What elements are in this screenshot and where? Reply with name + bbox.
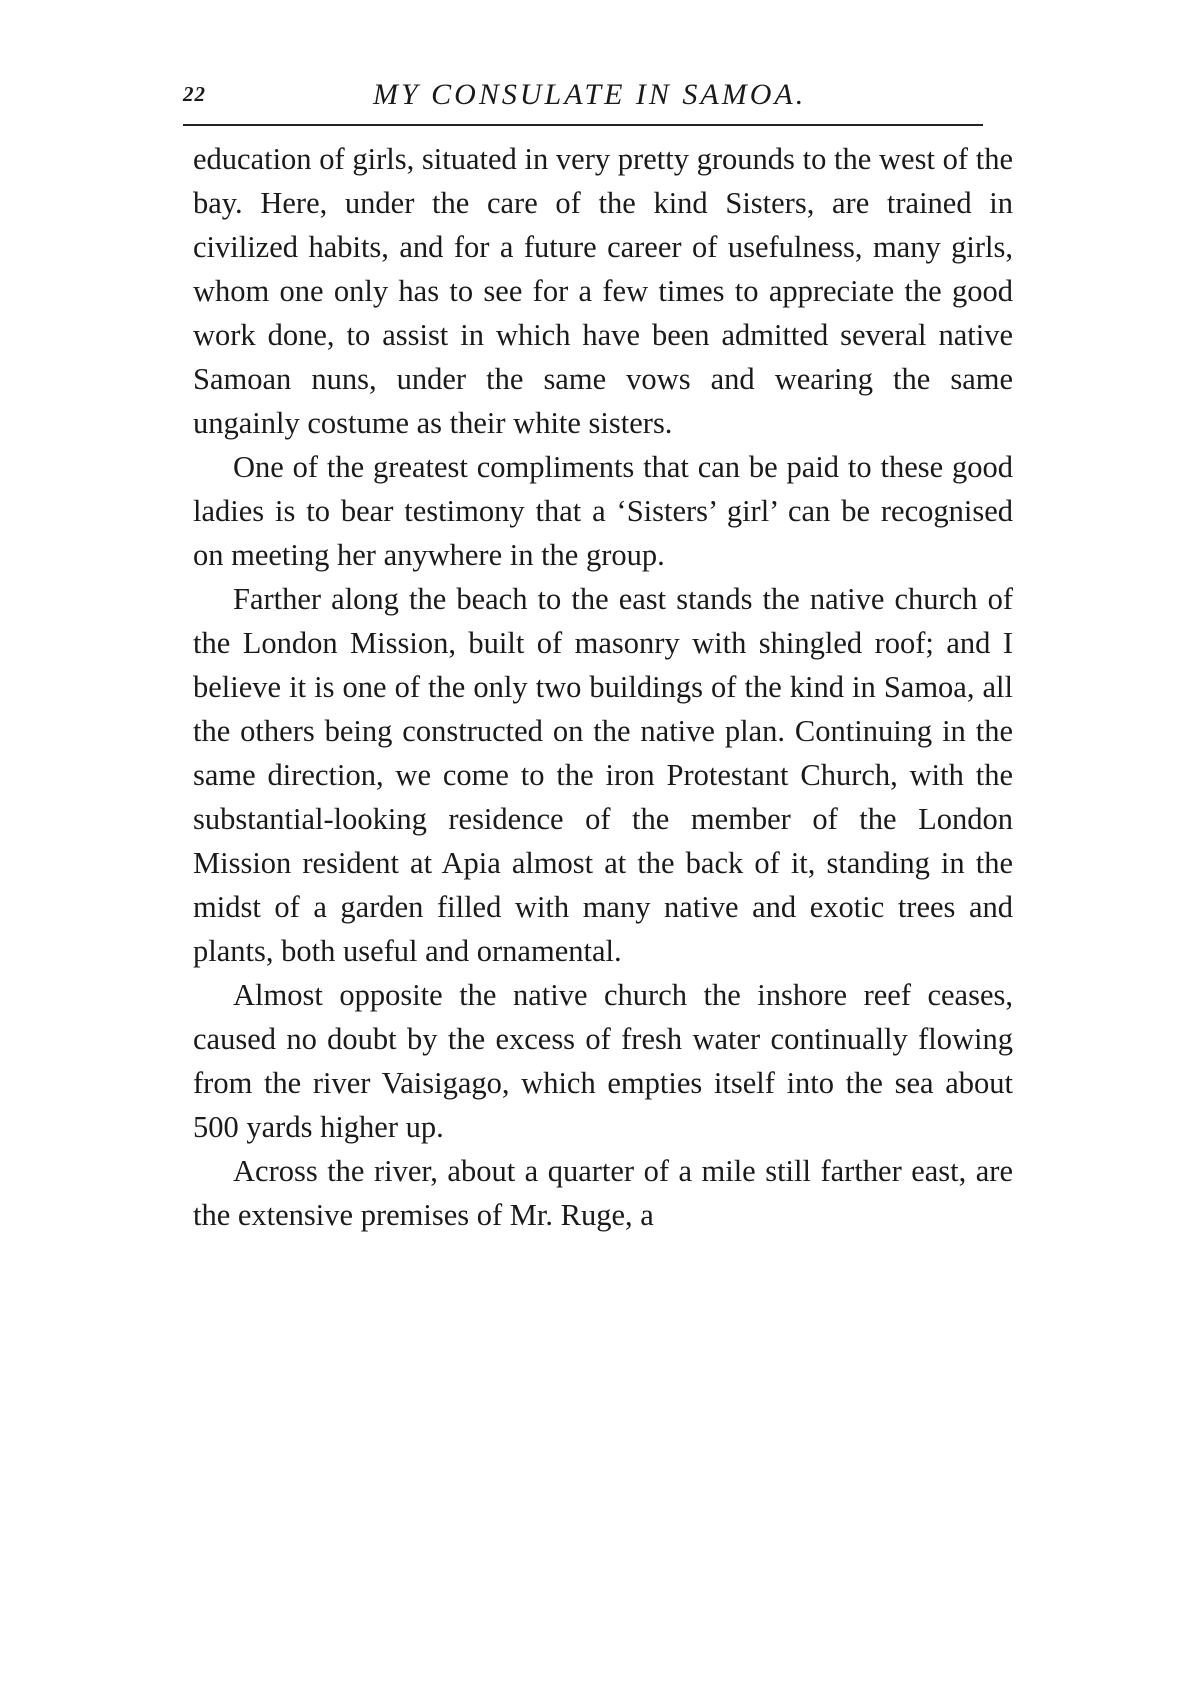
paragraph-5: Across the river, about a quarter of a mile still farther east, are the extensive premises of Mr. Ruge, a	[193, 1154, 1013, 1232]
body-text	[193, 137, 1013, 1237]
paragraph-4: Almost opposite the native church the inshore reef ceases, caused no doubt by the excess of fresh water continually flowing from the river Vaisigago, which empties itself into the sea about 500 yards higher up.	[193, 978, 1013, 1144]
paragraph-3: Farther along the beach to the east stands the native church of the London Mission, built of masonry with shingled roof; and I believe it is one of the only two buildings of the kind in Samoa, all the others being constructed on the native plan. Continuing in the same direction, we come to the iron Protestant Church, with the substantial-looking residence of the member of the London Mission resident at Apia almost at the back of it, standing in the midst of a garden filled with many native and exotic trees and plants, both useful and ornamental.	[193, 582, 1013, 968]
running-title: MY CONSULATE IN SAMOA.	[373, 78, 807, 111]
header-rule	[183, 124, 983, 126]
paragraph-2: One of the greatest compliments that can be paid to these good ladies is to bear testimony that a ‘Sisters’ girl’ can be recognised on meeting her anywhere in the group.	[193, 450, 1013, 572]
running-head	[183, 78, 988, 118]
page-number: 22	[183, 82, 206, 106]
paragraph-1: education of girls, situated in very pretty grounds to the west of the bay. Here, under the care of the kind Sisters, are trained in civilized habits, and for a future career of usefulness, many girls, whom one only has to see for a few times to appreciate the good work done, to assist in which have been admitted several native Samoan nuns, under the same vows and wearing the same ungainly costume as their white sisters.	[193, 142, 1013, 440]
